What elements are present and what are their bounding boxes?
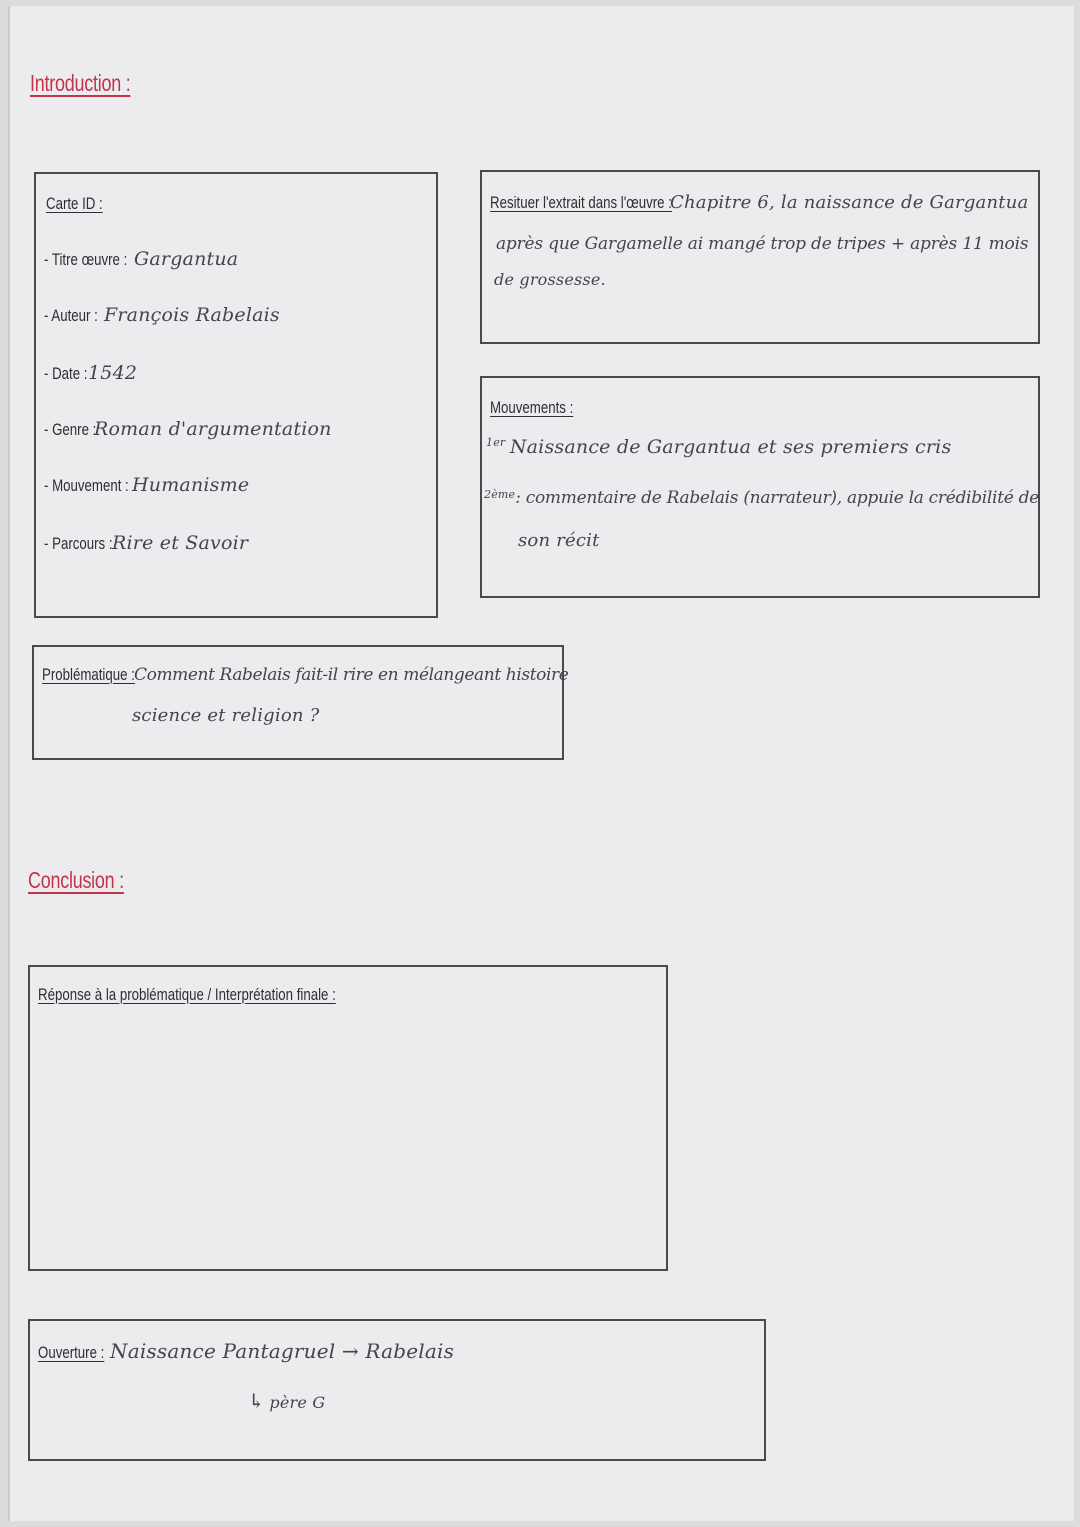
reponse-label: Réponse à la problématique / Interprétation finale : — [38, 985, 336, 1004]
carte-id-row-mouvement — [44, 474, 249, 496]
date-value: 1542 — [88, 362, 138, 384]
mouvement-1 — [486, 436, 951, 458]
mouvements-label: Mouvements : — [490, 398, 574, 417]
parcours-value: Rire et Savoir — [112, 532, 249, 554]
genre-label: - Genre : — [44, 420, 97, 439]
ouverture-box — [28, 1319, 766, 1461]
titre-value: Gargantua — [134, 248, 239, 270]
problematique-line-1: Comment Rabelais fait-il rire en mélangeant histoire — [134, 665, 569, 685]
carte-id-row-date — [44, 362, 137, 384]
mouvement-2-marker: 2ème — [484, 488, 516, 501]
carte-id-box — [34, 172, 438, 618]
introduction-heading: Introduction : — [30, 70, 131, 96]
mouvement-2 — [484, 488, 1039, 508]
resituer-line-3: de grossesse. — [494, 270, 606, 289]
parcours-label: - Parcours : — [44, 534, 113, 553]
mouvement-value: Humanisme — [132, 474, 250, 496]
ouverture-label: Ouverture : — [38, 1343, 105, 1362]
ouverture-line-2: père G — [269, 1393, 326, 1412]
mouvements-box — [480, 376, 1040, 598]
auteur-label: - Auteur : — [44, 306, 98, 325]
auteur-value: François Rabelais — [104, 304, 280, 326]
resituer-label: Resituer l'extrait dans l'œuvre : — [490, 193, 672, 212]
mouvement-2-text-cont: son récit — [518, 530, 600, 551]
carte-id-row-genre — [44, 418, 332, 440]
problematique-line-2: science et religion ? — [132, 705, 320, 726]
mouvement-label: - Mouvement : — [44, 476, 129, 495]
ouverture-arrow-icon: ↳ — [248, 1389, 265, 1413]
carte-id-row-auteur — [44, 304, 280, 326]
problematique-box — [32, 645, 569, 760]
ouverture-line-1: Naissance Pantagruel → Rabelais — [110, 1339, 455, 1363]
ouverture-sub — [248, 1389, 325, 1413]
carte-id-row-titre — [44, 248, 238, 270]
date-label: - Date : — [44, 364, 88, 383]
carte-id-row-parcours — [44, 532, 248, 554]
resituer-box — [480, 170, 1040, 344]
mouvement-1-marker: 1er — [486, 436, 506, 449]
resituer-line-1: Chapitre 6, la naissance de Gargantua — [670, 192, 1029, 213]
reponse-box — [28, 965, 668, 1271]
conclusion-heading: Conclusion : — [28, 867, 124, 893]
resituer-line-2: après que Gargamelle ai mangé trop de tripes + après 11 mois — [496, 234, 1029, 254]
problematique-label: Problématique : — [42, 665, 135, 684]
genre-value: Roman d'argumentation — [94, 418, 332, 440]
mouvement-1-text: Naissance de Gargantua et ses premiers cris — [509, 436, 952, 458]
mouvement-2-text: : commentaire de Rabelais (narrateur), appuie la crédibilité de — [515, 488, 1039, 508]
titre-label: - Titre œuvre : — [44, 250, 128, 269]
carte-id-title: Carte ID : — [46, 194, 103, 213]
